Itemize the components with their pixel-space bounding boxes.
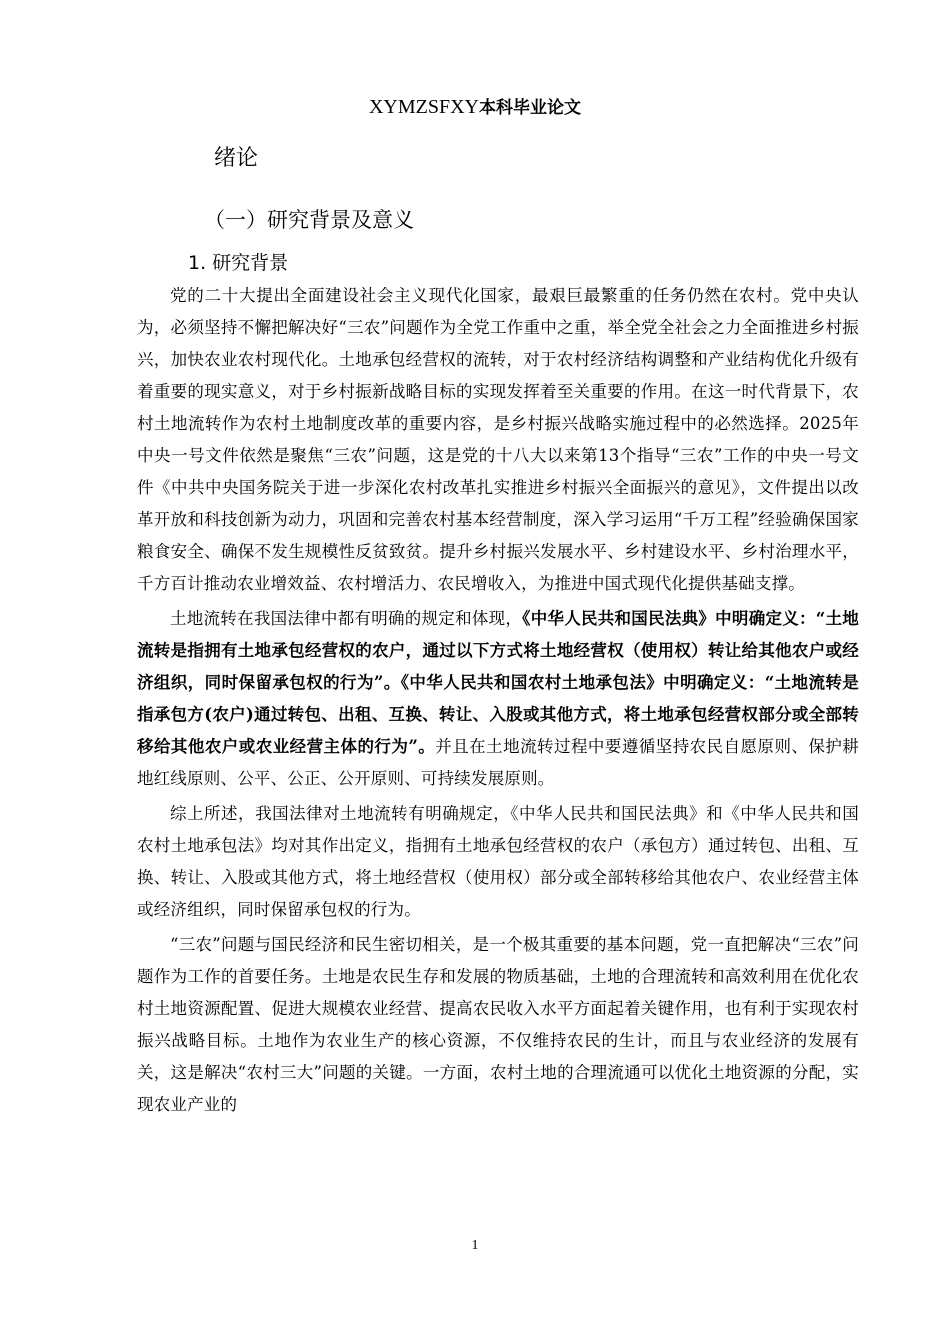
body-text: [137, 280, 859, 1124]
paragraph-2-lead: 土地流转在我国法律中都有明确的规定和体现，: [170, 609, 523, 628]
paragraph-4: “三农”问题与国民经济和民生密切相关，是一个极其重要的基本问题，党一直把解决“三农”问题作为工作的首要任务。土地是农民生存和发展的物质基础，土地的合理流转和高效利用在优化农村土地资源配置、促进大规模农业经营、提高农民收入水平方面起着关键作用，也有利于实现农村振兴战略目标。土地作为农业生产的核心资源，不仅维持农民的生计，而且与农业经济的发展有关，这是解决“农村三大”问题的关键。一方面，农村土地的合理流通可以优化土地资源的分配，实现农业产业的: [137, 935, 859, 1114]
subsection-heading: 1. 研究背景: [188, 252, 289, 274]
page-number: 1: [471, 1238, 479, 1253]
page-header: [0, 94, 950, 121]
paragraph-2: [137, 603, 859, 795]
school-code: XYMZSFXY: [368, 96, 480, 118]
chapter-heading: 绪论: [214, 146, 259, 171]
paragraph-2-legal-definitions: 《中华人民共和国民法典》中明确定义：“土地流转是指拥有土地承包经营权的农户，通过以下方式将土地经营权（使用权）转让给其他农户或经济组织，同时保留承包权的行为”。《中华人民共和国农村土地承包法》中明确定义：“土地流转是指承包方(农户)通过转包、出租、互换、转让、入股或其他方式，将土地承包经营权部分或全部转移给其他农户或农业经营主体的行为”。: [137, 609, 859, 756]
section-heading: （一）研究背景及意义: [204, 208, 414, 232]
paragraph-2-tail: 并且在土地流转过程中要遵循坚持农民自愿原则、保护耕地红线原则、公平、公正、公开原则、可持续发展原则。: [137, 737, 859, 788]
thesis-label: 本科毕业论文: [479, 98, 582, 118]
paragraph-1: 党的二十大提出全面建设社会主义现代化国家，最艰巨最繁重的任务仍然在农村。党中央认为，必须坚持不懈把解决好“三农”问题作为全党工作重中之重，举全党全社会之力全面推进乡村振兴，加快农业农村现代化。土地承包经营权的流转，对于农村经济结构调整和产业结构优化升级有着重要的现实意义，对于乡村振新战略目标的实现发挥着至关重要的作用。在这一时代背景下，农村土地流转作为农村土地制度改革的重要内容，是乡村振兴战略实施过程中的必然选择。2025年中央一号文件依然是聚焦“三农”问题，这是党的十八大以来第13个指导“三农”工作的中央一号文件《中共中央国务院关于进一步深化农村改革扎实推进乡村振兴全面振兴的意见》，文件提出以改革开放和科技创新为动力，巩固和完善农村基本经营制度，深入学习运用“千万工程”经验确保国家粮食安全、确保不发生规模性反贫致贫。提升乡村振兴发展水平、乡村建设水平、乡村治理水平，千方百计推动农业增效益、农村增活力、农民增收入，为推进中国式现代化提供基础支撑。: [137, 286, 859, 593]
paragraph-3: 综上所述，我国法律对土地流转有明确规定，《中华人民共和国民法典》和《中华人民共和国农村土地承包法》均对其作出定义，指拥有土地承包经营权的农户（承包方）通过转包、出租、互换、转让、入股或其他方式，将土地经营权（使用权）部分或全部转移给其他农户、农业经营主体或经济组织，同时保留承包权的行为。: [137, 804, 859, 919]
